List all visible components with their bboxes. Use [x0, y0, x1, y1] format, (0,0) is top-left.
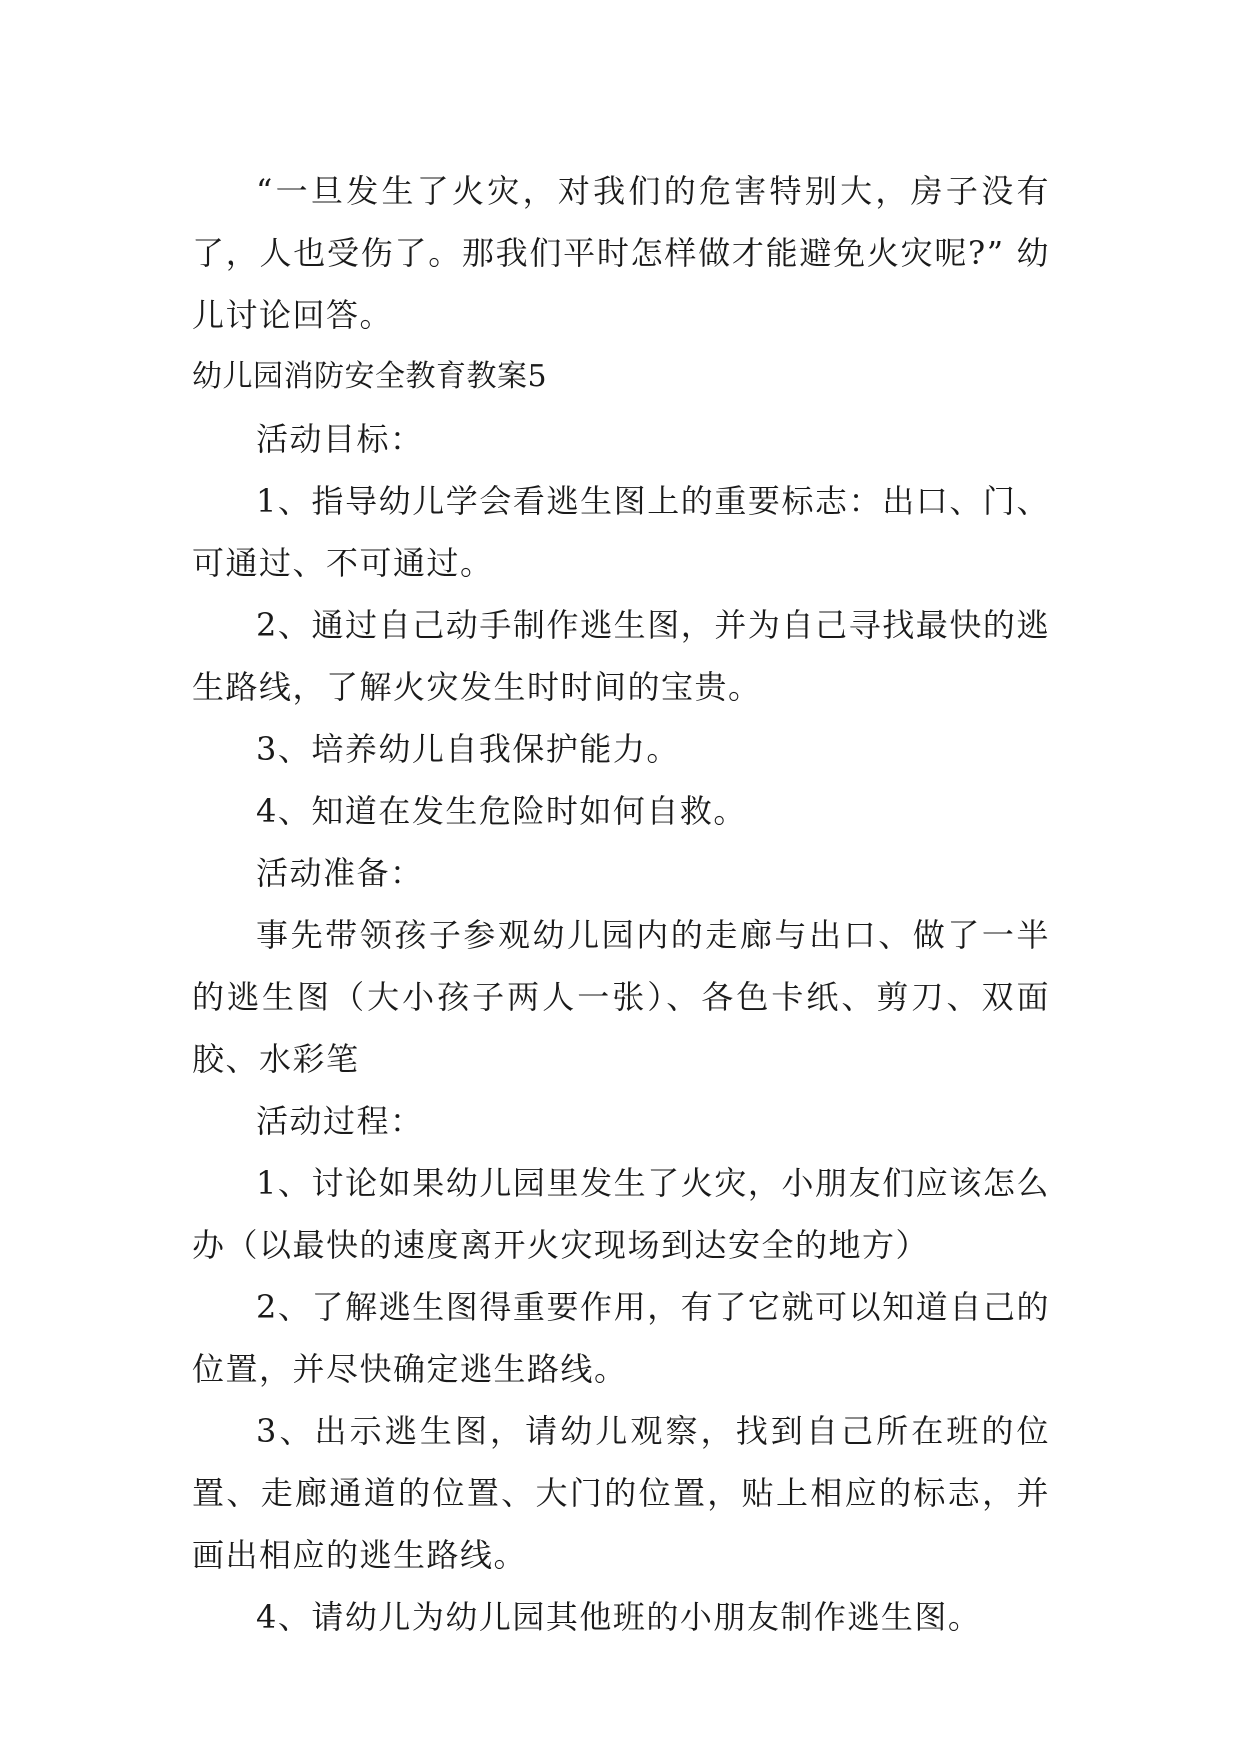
- process-step-1: 1、讨论如果幼儿园里发生了火灾，小朋友们应该怎么办（以最快的速度离开火灾现场到达安全的地方）: [192, 1164, 1050, 1264]
- process-heading: 活动过程：: [256, 1102, 424, 1140]
- goal-item-3: 3、培养幼儿自我保护能力。: [256, 730, 680, 768]
- preparation-heading: 活动准备：: [256, 854, 424, 892]
- goals-heading: 活动目标：: [256, 420, 424, 458]
- section-title: 幼儿园消防安全教育教案5: [192, 359, 548, 394]
- document-page: [192, 160, 1050, 1648]
- paragraph-intro-discussion: “一旦发生了火灾，对我们的危害特别大，房子没有了，人也受伤了。那我们平时怎样做才能避免火灾呢?” 幼儿讨论回答。: [192, 172, 1050, 334]
- goal-item-2: 2、通过自己动手制作逃生图，并为自己寻找最快的逃生路线，了解火灾发生时时间的宝贵。: [192, 606, 1050, 706]
- process-step-4: 4、请幼儿为幼儿园其他班的小朋友制作逃生图。: [256, 1598, 982, 1636]
- goal-item-1: 1、指导幼儿学会看逃生图上的重要标志：出口、门、可通过、不可通过。: [192, 482, 1050, 582]
- process-step-2: 2、了解逃生图得重要作用，有了它就可以知道自己的位置，并尽快确定逃生路线。: [192, 1288, 1050, 1388]
- goal-item-4: 4、知道在发生危险时如何自救。: [256, 792, 747, 830]
- process-step-3: 3、出示逃生图，请幼儿观察，找到自己所在班的位置、走廊通道的位置、大门的位置，贴上相应的标志，并画出相应的逃生路线。: [192, 1412, 1050, 1574]
- preparation-text: 事先带领孩子参观幼儿园内的走廊与出口、做了一半的逃生图（大小孩子两人一张）、各色卡纸、剪刀、双面胶、水彩笔: [192, 916, 1050, 1078]
